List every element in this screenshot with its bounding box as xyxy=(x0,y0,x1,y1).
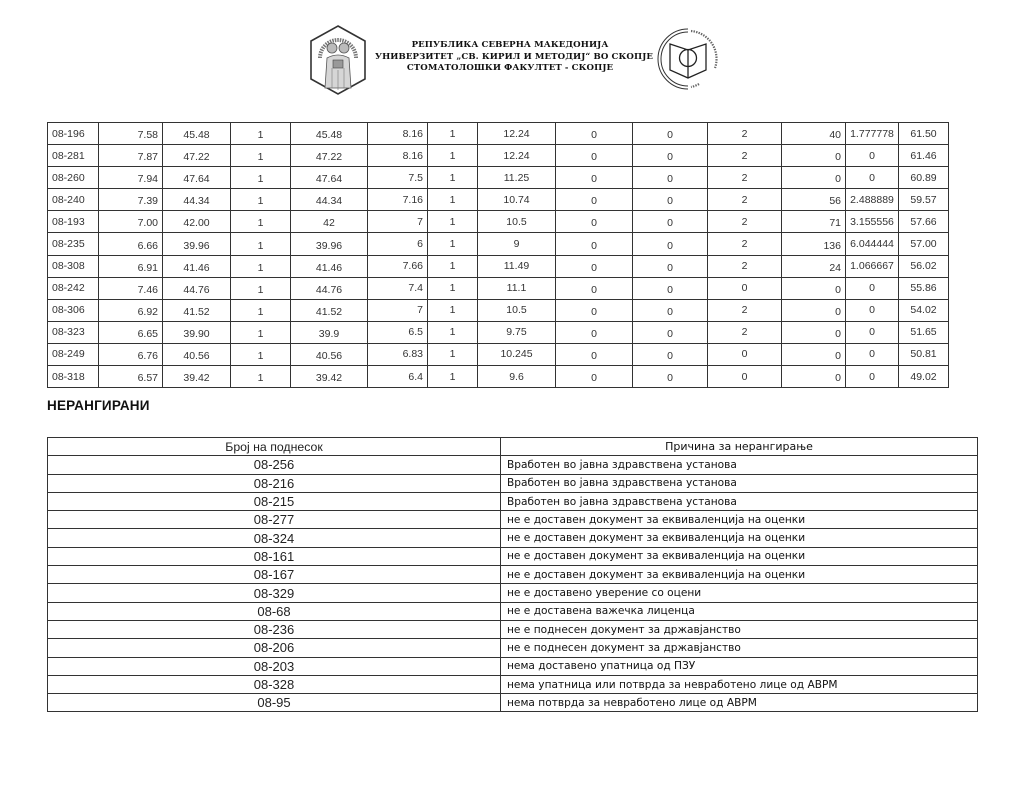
coefficient: 1 xyxy=(231,255,291,277)
extra-points-c: 2 xyxy=(708,321,782,343)
exam-score: 7.16 xyxy=(368,189,428,211)
grade-average: 7.46 xyxy=(99,277,163,299)
table-row xyxy=(48,492,978,510)
unranked-section-title: НЕРАНГИРАНИ xyxy=(47,398,150,413)
exam-score: 7 xyxy=(368,211,428,233)
grade-average: 6.91 xyxy=(99,255,163,277)
exam-points: 9 xyxy=(478,233,556,255)
total-points: 51.65 xyxy=(899,321,949,343)
extra-points-b: 0 xyxy=(633,299,708,321)
extra-points-b: 0 xyxy=(633,343,708,365)
exam-coefficient: 1 xyxy=(428,189,478,211)
exam-points: 9.6 xyxy=(478,366,556,388)
extra-points-c: 2 xyxy=(708,123,782,145)
unranked-reason: не е доставена важечка лиценца xyxy=(501,602,978,620)
grade-points: 40.56 xyxy=(163,343,231,365)
weighted-grade-points: 41.52 xyxy=(291,299,368,321)
unranked-reason: Вработен во јавна здравствена установа xyxy=(501,492,978,510)
extra-points-a: 0 xyxy=(556,277,633,299)
university-seal-icon xyxy=(308,24,368,96)
table-row xyxy=(48,639,978,657)
grade-points: 39.96 xyxy=(163,233,231,255)
table-row xyxy=(48,657,978,675)
months-points: 0 xyxy=(846,277,899,299)
extra-points-c: 2 xyxy=(708,299,782,321)
grade-points: 44.76 xyxy=(163,277,231,299)
coefficient: 1 xyxy=(231,145,291,167)
extra-points-c: 2 xyxy=(708,145,782,167)
extra-points-a: 0 xyxy=(556,321,633,343)
months-value: 56 xyxy=(782,189,846,211)
table-row xyxy=(48,299,949,321)
submission-id: 08-196 xyxy=(48,123,99,145)
weighted-grade-points: 47.64 xyxy=(291,167,368,189)
exam-points: 9.75 xyxy=(478,321,556,343)
exam-points: 11.1 xyxy=(478,277,556,299)
grade-points: 39.42 xyxy=(163,366,231,388)
table-row xyxy=(48,277,949,299)
submission-id: 08-324 xyxy=(48,529,501,547)
extra-points-b: 0 xyxy=(633,321,708,343)
submission-id: 08-328 xyxy=(48,675,501,693)
unranked-reason: не е доставен документ за еквиваленција на оценки xyxy=(501,511,978,529)
exam-points: 11.25 xyxy=(478,167,556,189)
column-header-reason: Причина за нерангирање xyxy=(501,438,978,456)
submission-id: 08-193 xyxy=(48,211,99,233)
extra-points-b: 0 xyxy=(633,255,708,277)
exam-coefficient: 1 xyxy=(428,233,478,255)
weighted-grade-points: 44.34 xyxy=(291,189,368,211)
unranked-reason: Вработен во јавна здравствена установа xyxy=(501,474,978,492)
submission-id: 08-236 xyxy=(48,620,501,638)
coefficient: 1 xyxy=(231,343,291,365)
extra-points-b: 0 xyxy=(633,145,708,167)
grade-average: 6.92 xyxy=(99,299,163,321)
extra-points-a: 0 xyxy=(556,233,633,255)
submission-id: 08-203 xyxy=(48,657,501,675)
submission-id: 08-240 xyxy=(48,189,99,211)
extra-points-c: 2 xyxy=(708,167,782,189)
submission-id: 08-306 xyxy=(48,299,99,321)
grade-average: 7.39 xyxy=(99,189,163,211)
total-points: 49.02 xyxy=(899,366,949,388)
submission-id: 08-308 xyxy=(48,255,99,277)
grade-points: 47.64 xyxy=(163,167,231,189)
table-row xyxy=(48,189,949,211)
coefficient: 1 xyxy=(231,211,291,233)
exam-points: 10.245 xyxy=(478,343,556,365)
column-header-submission-number: Број на поднесок xyxy=(48,438,501,456)
exam-points: 10.5 xyxy=(478,299,556,321)
submission-id: 08-277 xyxy=(48,511,501,529)
university-line: УНИВЕРЗИТЕТ „СВ. КИРИЛ И МЕТОДИЈ“ ВО СКОПЈЕ xyxy=(375,51,654,62)
exam-coefficient: 1 xyxy=(428,277,478,299)
unranked-reason: не е доставено уверение со оцени xyxy=(501,584,978,602)
exam-points: 10.74 xyxy=(478,189,556,211)
exam-score: 6 xyxy=(368,233,428,255)
months-points: 6.044444 xyxy=(846,233,899,255)
extra-points-b: 0 xyxy=(633,277,708,299)
unranked-reason: не е доставен документ за еквиваленција на оценки xyxy=(501,566,978,584)
extra-points-b: 0 xyxy=(633,167,708,189)
submission-id: 08-260 xyxy=(48,167,99,189)
grade-average: 6.57 xyxy=(99,366,163,388)
months-value: 71 xyxy=(782,211,846,233)
grade-average: 7.94 xyxy=(99,167,163,189)
exam-score: 7 xyxy=(368,299,428,321)
months-points: 1.777778 xyxy=(846,123,899,145)
table-row xyxy=(48,255,949,277)
grade-average: 7.00 xyxy=(99,211,163,233)
grade-average: 6.66 xyxy=(99,233,163,255)
unranked-reason: нема потврда за невработено лице од АВРМ xyxy=(501,694,978,712)
exam-coefficient: 1 xyxy=(428,123,478,145)
exam-score: 6.4 xyxy=(368,366,428,388)
unranked-reason: не е поднесен документ за државјанство xyxy=(501,620,978,638)
months-points: 0 xyxy=(846,343,899,365)
exam-score: 8.16 xyxy=(368,145,428,167)
weighted-grade-points: 39.9 xyxy=(291,321,368,343)
coefficient: 1 xyxy=(231,366,291,388)
extra-points-b: 0 xyxy=(633,366,708,388)
table-row xyxy=(48,529,978,547)
extra-points-a: 0 xyxy=(556,145,633,167)
grade-points: 42.00 xyxy=(163,211,231,233)
coefficient: 1 xyxy=(231,233,291,255)
coefficient: 1 xyxy=(231,321,291,343)
table-row xyxy=(48,321,949,343)
months-value: 0 xyxy=(782,277,846,299)
extra-points-c: 2 xyxy=(708,211,782,233)
months-points: 0 xyxy=(846,366,899,388)
exam-points: 11.49 xyxy=(478,255,556,277)
table-row xyxy=(48,694,978,712)
submission-id: 08-249 xyxy=(48,343,99,365)
document-header xyxy=(0,0,1024,110)
scores-table xyxy=(47,122,949,388)
grade-points: 39.90 xyxy=(163,321,231,343)
unranked-table xyxy=(47,437,978,712)
unranked-reason: не е поднесен документ за државјанство xyxy=(501,639,978,657)
extra-points-a: 0 xyxy=(556,167,633,189)
total-points: 50.81 xyxy=(899,343,949,365)
table-row xyxy=(48,474,978,492)
submission-id: 08-323 xyxy=(48,321,99,343)
exam-score: 7.4 xyxy=(368,277,428,299)
table-row xyxy=(48,511,978,529)
extra-points-c: 0 xyxy=(708,277,782,299)
exam-coefficient: 1 xyxy=(428,343,478,365)
table-row xyxy=(48,123,949,145)
submission-id: 08-242 xyxy=(48,277,99,299)
total-points: 61.50 xyxy=(899,123,949,145)
coefficient: 1 xyxy=(231,167,291,189)
table-row xyxy=(48,456,978,474)
months-value: 0 xyxy=(782,167,846,189)
months-value: 24 xyxy=(782,255,846,277)
total-points: 57.00 xyxy=(899,233,949,255)
submission-id: 08-281 xyxy=(48,145,99,167)
weighted-grade-points: 42 xyxy=(291,211,368,233)
total-points: 55.86 xyxy=(899,277,949,299)
exam-score: 6.5 xyxy=(368,321,428,343)
exam-coefficient: 1 xyxy=(428,211,478,233)
dental-faculty-emblem-icon xyxy=(655,26,721,92)
submission-id: 08-215 xyxy=(48,492,501,510)
extra-points-c: 0 xyxy=(708,366,782,388)
exam-score: 7.66 xyxy=(368,255,428,277)
exam-coefficient: 1 xyxy=(428,366,478,388)
months-points: 0 xyxy=(846,321,899,343)
extra-points-c: 2 xyxy=(708,255,782,277)
grade-points: 44.34 xyxy=(163,189,231,211)
extra-points-c: 2 xyxy=(708,233,782,255)
exam-score: 6.83 xyxy=(368,343,428,365)
submission-id: 08-216 xyxy=(48,474,501,492)
weighted-grade-points: 47.22 xyxy=(291,145,368,167)
extra-points-c: 0 xyxy=(708,343,782,365)
grade-average: 6.76 xyxy=(99,343,163,365)
extra-points-a: 0 xyxy=(556,123,633,145)
months-points: 0 xyxy=(846,167,899,189)
total-points: 57.66 xyxy=(899,211,949,233)
weighted-grade-points: 44.76 xyxy=(291,277,368,299)
grade-average: 6.65 xyxy=(99,321,163,343)
weighted-grade-points: 39.96 xyxy=(291,233,368,255)
exam-points: 10.5 xyxy=(478,211,556,233)
total-points: 54.02 xyxy=(899,299,949,321)
exam-coefficient: 1 xyxy=(428,321,478,343)
months-points: 2.488889 xyxy=(846,189,899,211)
exam-score: 7.5 xyxy=(368,167,428,189)
table-row xyxy=(48,620,978,638)
months-value: 0 xyxy=(782,145,846,167)
submission-id: 08-235 xyxy=(48,233,99,255)
total-points: 56.02 xyxy=(899,255,949,277)
months-value: 0 xyxy=(782,366,846,388)
months-value: 136 xyxy=(782,233,846,255)
table-row xyxy=(48,602,978,620)
total-points: 59.57 xyxy=(899,189,949,211)
months-value: 0 xyxy=(782,321,846,343)
grade-average: 7.58 xyxy=(99,123,163,145)
table-row xyxy=(48,167,949,189)
total-points: 60.89 xyxy=(899,167,949,189)
months-value: 0 xyxy=(782,343,846,365)
coefficient: 1 xyxy=(231,123,291,145)
months-points: 0 xyxy=(846,145,899,167)
exam-coefficient: 1 xyxy=(428,167,478,189)
coefficient: 1 xyxy=(231,189,291,211)
grade-points: 41.46 xyxy=(163,255,231,277)
exam-points: 12.24 xyxy=(478,123,556,145)
table-row xyxy=(48,547,978,565)
unranked-reason: нема доставено упатница од ПЗУ xyxy=(501,657,978,675)
months-value: 40 xyxy=(782,123,846,145)
coefficient: 1 xyxy=(231,299,291,321)
table-row xyxy=(48,211,949,233)
submission-id: 08-206 xyxy=(48,639,501,657)
weighted-grade-points: 39.42 xyxy=(291,366,368,388)
submission-id: 08-318 xyxy=(48,366,99,388)
grade-points: 41.52 xyxy=(163,299,231,321)
months-points: 1.066667 xyxy=(846,255,899,277)
extra-points-a: 0 xyxy=(556,255,633,277)
grade-points: 45.48 xyxy=(163,123,231,145)
weighted-grade-points: 40.56 xyxy=(291,343,368,365)
submission-id: 08-161 xyxy=(48,547,501,565)
institution-heading xyxy=(375,40,654,75)
submission-id: 08-167 xyxy=(48,566,501,584)
extra-points-a: 0 xyxy=(556,211,633,233)
unranked-reason: нема упатница или потврда за невработено лице од АВРМ xyxy=(501,675,978,693)
grade-average: 7.87 xyxy=(99,145,163,167)
exam-score: 8.16 xyxy=(368,123,428,145)
unranked-reason: не е доставен документ за еквиваленција на оценки xyxy=(501,529,978,547)
extra-points-a: 0 xyxy=(556,189,633,211)
unranked-reason: Вработен во јавна здравствена установа xyxy=(501,456,978,474)
extra-points-b: 0 xyxy=(633,211,708,233)
table-row xyxy=(48,145,949,167)
total-points: 61.46 xyxy=(899,145,949,167)
extra-points-c: 2 xyxy=(708,189,782,211)
extra-points-b: 0 xyxy=(633,233,708,255)
submission-id: 08-256 xyxy=(48,456,501,474)
table-header-row xyxy=(48,438,978,456)
exam-points: 12.24 xyxy=(478,145,556,167)
exam-coefficient: 1 xyxy=(428,255,478,277)
exam-coefficient: 1 xyxy=(428,145,478,167)
extra-points-b: 0 xyxy=(633,189,708,211)
table-row xyxy=(48,675,978,693)
unranked-reason: не е доставен документ за еквиваленција на оценки xyxy=(501,547,978,565)
submission-id: 08-95 xyxy=(48,694,501,712)
country-line: РЕПУБЛИКА СЕВЕРНА МАКЕДОНИЈА xyxy=(411,40,609,50)
months-points: 3.155556 xyxy=(846,211,899,233)
months-points: 0 xyxy=(846,299,899,321)
table-row xyxy=(48,566,978,584)
months-value: 0 xyxy=(782,299,846,321)
table-row xyxy=(48,366,949,388)
extra-points-b: 0 xyxy=(633,123,708,145)
exam-coefficient: 1 xyxy=(428,299,478,321)
coefficient: 1 xyxy=(231,277,291,299)
submission-id: 08-68 xyxy=(48,602,501,620)
submission-id: 08-329 xyxy=(48,584,501,602)
extra-points-a: 0 xyxy=(556,366,633,388)
extra-points-a: 0 xyxy=(556,343,633,365)
weighted-grade-points: 41.46 xyxy=(291,255,368,277)
extra-points-a: 0 xyxy=(556,299,633,321)
table-row xyxy=(48,584,978,602)
weighted-grade-points: 45.48 xyxy=(291,123,368,145)
table-row xyxy=(48,343,949,365)
table-row xyxy=(48,233,949,255)
grade-points: 47.22 xyxy=(163,145,231,167)
faculty-line: СТОМАТОЛОШКИ ФАКУЛТЕТ - СКОПЈЕ xyxy=(406,63,614,73)
